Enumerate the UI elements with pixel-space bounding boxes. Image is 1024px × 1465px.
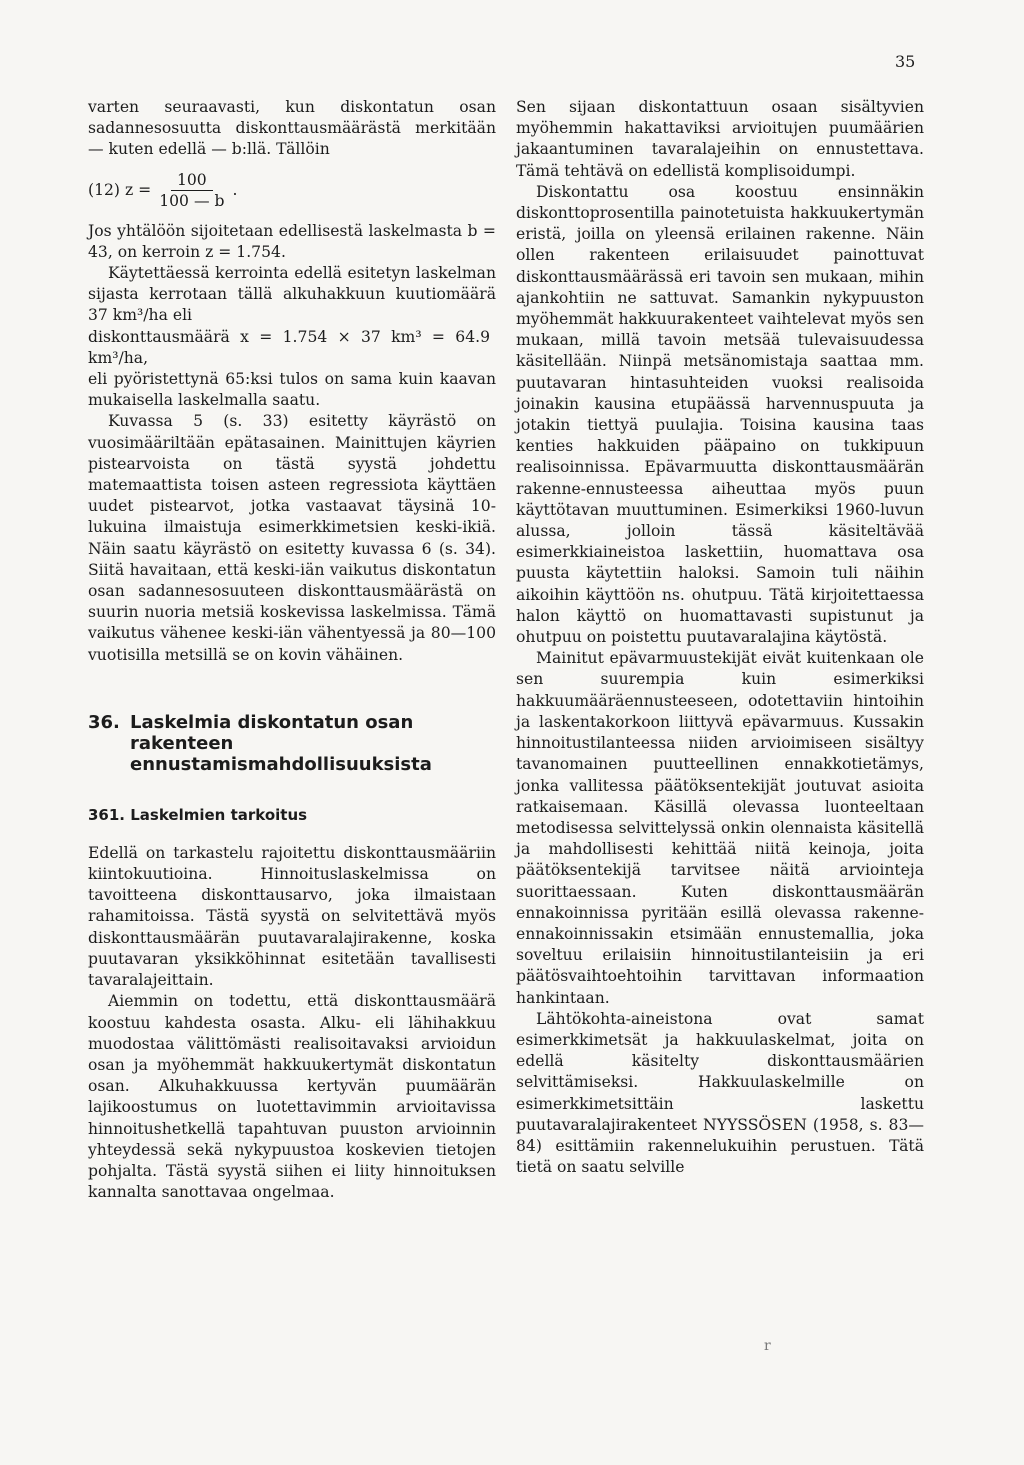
equation-12	[88, 163, 496, 219]
left-column	[88, 97, 496, 1203]
paragraph: Mainitut epävarmuustekijät eivät kuitenkaan ole sen suurempia kuin esimerkiksi hakkuumääräennusteeseen, odotettaviin hintoihin ja laskentakorkoon liittyvä epävarmuus. Kussakin hinnoitustilanteessa niiden arvioimiseen sisältyy tavanomainen puutteellinen ennakkotietämys, jonka vallitessa päätöksentekijät joutuvat asioita ratkaisemaan. Käsillä olevassa luonteeltaan metodisessa selvittelyssä onkin olennaista käsitellä ja mahdollisesti kehittää niitä keinoja, joita päätöksentekijä tarvitsee näitä arviointeja suorittaessaan. Kuten diskonttausmäärän ennakoinnissa pyritään esillä olevassa rakenne-ennakoinnissakin etsimään ennustemallia, joka soveltuu erilaisiin hinnoitustilanteisiin ja eri päätösvaihtoehtoihin tarvittavan informaation hankintaan.	[516, 649, 924, 1007]
equation-label: (12) z =	[88, 181, 152, 199]
paragraph: varten seuraavasti, kun diskontatun osan sadannesosuutta diskonttausmäärästä merkitään — kuten edellä — b:llä. Tällöin	[88, 98, 496, 159]
paragraph: Käytettäessä kerrointa edellä esitetyn laskelman sijasta kerrotaan tällä alkuhakkuun kuutiomäärä 37 km³/ha eli	[88, 264, 496, 325]
paragraph: Diskontattu osa koostuu ensinnäkin diskonttoprosentilla painotetuista hakkuukertymän eristä, joilla on yleensä erilainen rakenne. Näin ollen rakenteen erilaisuudet painottuvat diskonttausmäärässä eri tavoin sen mukaan, mihin ajankohtiin ne sattuvat. Samankin nykypuuston myöhemmät hakkuurakenteet vaihtelevat myös sen mukaan, millä tavoin metsää tulevaisuudessa käsitellään. Niinpä metsänomistaja saattaa mm. puutavaran hintasuhteiden vuoksi realisoida joinakin kausina etupäässä harvennuspuuta ja jotakin tiettyä puulajia. Toisina kausina taas kenties hakkuiden pääpaino on tukkipuun realisoinnissa. Epävarmuutta diskonttausmäärän rakenne-ennusteessa aiheuttaa myös puun käyttötavan muuttuminen. Esimerkiksi 1960-luvun alussa, jolloin tässä käsiteltävää esimerkkiaineistoa laskettiin, huomattava osa puusta käytettiin haloksi. Samoin tuli näihin aikoihin käyttöön ns. ohutpuu. Tätä kirjoitettaessa halon käyttö on huomattavasti supistunut ja ohutpuu on poistettu puutavaralajina käytöstä.	[516, 182, 924, 647]
paragraph: Edellä on tarkastelu rajoitettu diskonttausmääriin kiintokuutioina. Hinnoituslaskelmissa on tavoitteena diskonttausarvo, joka ilmaistaan rahamitoissa. Tästä syystä on selvitettävä myös diskonttausmäärän puutavaralajirakenne, koska puutavaran yksikköhinnat esitetään tavallisesti tavaralajeittain.	[88, 843, 496, 990]
equation-fraction	[155, 170, 228, 211]
subsection-heading: 361. Laskelmien tarkoitus	[88, 805, 308, 824]
fraction-numerator: 100	[171, 170, 213, 191]
paragraph: Kuvassa 5 (s. 33) esitetty käyrästö on vuosimääriltään epätasainen. Mainittujen käyrien pistearvoista on tästä syystä johdettu matemaattista toisen asteen regressiota käyttäen uudet pistearvot, jotka vastaavat täysinä 10-lukuina ilmaistuja esimerkkimetsien keski-ikiä. Näin saatu käyrästö on esitetty kuvassa 6 (s. 34). Siitä havaitaan, että keski-iän vaikutus diskontatun osan sadannesosuuteen diskonttausmäärästä on suurin nuoria metsiä koskevissa laskelmissa. Tämä vaikutus vähenee keski-iän vähentyessä ja 80—100 vuotisilla metsillä se on kovin vähäinen.	[88, 412, 496, 664]
paragraph: Aiemmin on todettu, että diskonttausmäärä koostuu kahdesta osasta. Alku- eli lähihakkuu muodostaa välittömästi realisoitavaksi arvioidun osan ja myöhemmät hakkuukertymät diskontatun osan. Alkuhakkuussa kertyvän puumäärän lajikoostumus on luotettavimmin arvioitavissa hinnoitushetkellä tapahtuvan puuston arvioinnin yhteydessä sekä nykypuustoa koskevien tietojen pohjalta. Tästä syystä siihen ei liity hinnoituksen kannalta sanottavaa ongelmaa.	[88, 992, 496, 1202]
paragraph: diskonttausmäärä x = 1.754 × 37 km³ = 64.9 km³/ha,	[88, 327, 490, 367]
right-column	[516, 97, 924, 1178]
paragraph: Jos yhtälöön sijoitetaan edellisestä laskelmasta b = 43, on kerroin z = 1.754.	[88, 221, 496, 261]
section-number: 36.	[88, 711, 120, 733]
page-number: 35	[895, 52, 916, 71]
section-heading	[88, 712, 496, 775]
paragraph: Sen sijaan diskontattuun osaan sisältyvien myöhemmin hakattaviksi arvioitujen puumäärien jakaantuminen tavaralajeihin on ennustettava. Tämä tehtävä on edellistä komplisoidumpi.	[516, 98, 924, 180]
margin-mark: r	[764, 1338, 771, 1354]
equation-end: .	[232, 181, 238, 199]
paragraph: eli pyöristettynä 65:ksi tulos on sama kuin kaavan mukaisella laskelmalla saatu.	[88, 370, 496, 410]
paragraph: Lähtökohta-aineistona ovat samat esimerkkimetsät ja hakkuulaskelmat, joita on edellä käsitelty diskonttausmäärien selvittämiseksi. Hakkuulaskelmille on esimerkkimetsittäin laskettu puutavaralajirakenteet NYYSSÖSEN (1958, s. 83—84) esittämiin rakennelukuihin perustuen. Tätä tietä on saatu selville	[516, 1009, 924, 1177]
fraction-denominator: 100 — b	[159, 192, 225, 211]
section-title: Laskelmia diskontatun osan rakenteen ennustamismahdollisuuksista	[130, 711, 432, 775]
